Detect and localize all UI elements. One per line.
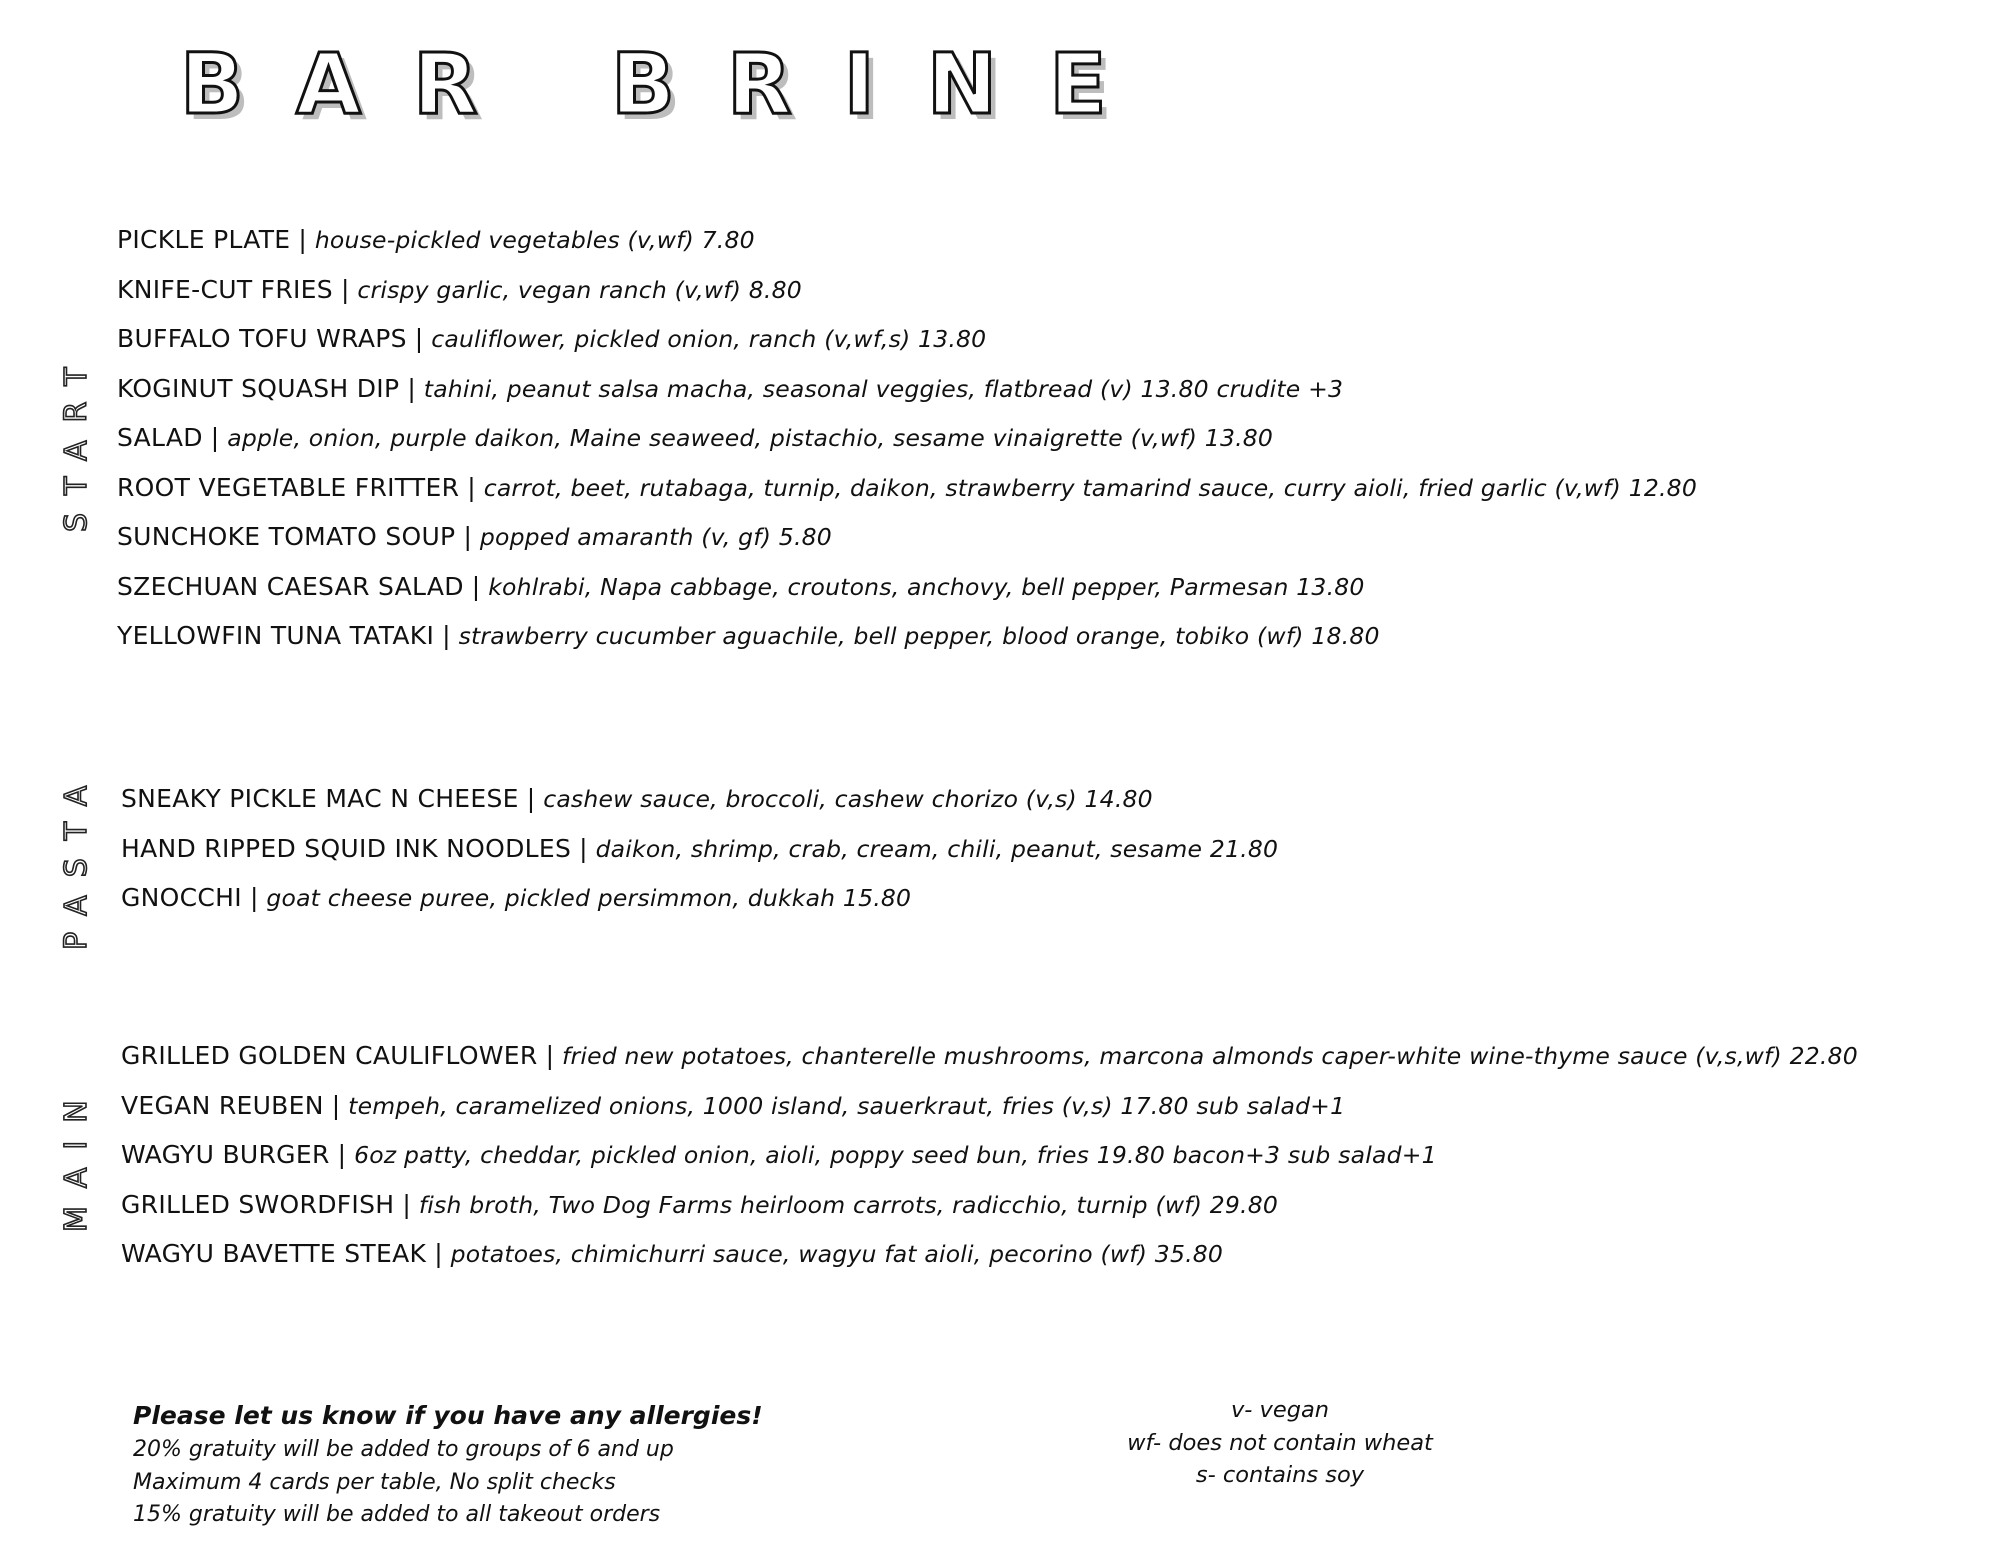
legend-line: v- vegan (1230, 1397, 1330, 1423)
menu-item (121, 1081, 1858, 1131)
item-name: GRILLED SWORDFISH (121, 1189, 395, 1219)
item-description: carrot, beet, rutabaga, turnip, daikon, strawberry tamarind sauce, curry aioli, fried garlic (v,wf) 12.80 (483, 473, 1697, 502)
legend-line: wf- does not contain wheat (1127, 1429, 1433, 1456)
item-name: GRILLED GOLDEN CAULIFLOWER (121, 1041, 538, 1070)
item-separator: | (249, 883, 259, 912)
item-description: strawberry cucumber aguachile, bell pepper, blood orange, tobiko (wf) 18.80 (458, 622, 1380, 650)
start-menu-list (117, 215, 1697, 661)
item-name: VEGAN REUBEN (121, 1090, 324, 1120)
item-separator: | (463, 522, 472, 551)
item-name: BUFFALO TOFU WRAPS (117, 324, 407, 353)
menu-item (117, 562, 1697, 612)
menu-item (121, 1130, 1858, 1180)
item-separator: | (210, 423, 220, 452)
menu-item (117, 512, 1697, 562)
item-separator: | (414, 324, 424, 353)
item-separator: | (340, 274, 350, 304)
item-description: potatoes, chimichurri sauce, wagyu fat aioli, pecorino (wf) 35.80 (450, 1240, 1224, 1268)
note-line: Maximum 4 cards per table, No split checks (133, 1469, 616, 1495)
menu-item (121, 1180, 1858, 1230)
item-separator: | (298, 225, 307, 254)
item-separator: | (434, 1239, 443, 1268)
restaurant-title: BAR BRINE (180, 35, 1159, 133)
item-separator: | (526, 784, 536, 813)
allergy-headline: Please let us know if you have any allergies! (133, 1401, 763, 1430)
item-separator: | (442, 621, 451, 650)
menu-item (117, 265, 1697, 315)
menu-item (117, 463, 1697, 513)
menu-item (117, 215, 1697, 265)
item-description: fried new potatoes, chanterelle mushrooms, marcona almonds caper-white wine-thyme sauce (v,s,wf) 22.80 (562, 1042, 1858, 1070)
section-label-pasta: PASTA (59, 767, 94, 950)
item-separator: | (579, 833, 588, 863)
item-description: 6oz patty, cheddar, pickled onion, aioli, poppy seed bun, fries 19.80 bacon+3 sub salad+1 (354, 1141, 1437, 1169)
main-menu-list (121, 1031, 1858, 1279)
item-description: popped amaranth (v, gf) 5.80 (479, 523, 832, 551)
item-description: fish broth, Two Dog Farms heirloom carrots, radicchio, turnip (wf) 29.80 (418, 1190, 1279, 1219)
item-description: house-pickled vegetables (v,wf) 7.80 (314, 226, 755, 254)
menu-item (117, 314, 1697, 364)
menu-item (121, 1229, 1858, 1279)
allergy-notes (133, 1398, 763, 1532)
item-name: SALAD (117, 423, 203, 452)
item-description: crispy garlic, vegan ranch (v,wf) 8.80 (357, 275, 802, 304)
menu-item (121, 824, 1278, 874)
menu-item (117, 364, 1697, 414)
item-separator: | (337, 1140, 347, 1169)
item-description: cashew sauce, broccoli, cashew chorizo (v,s) 14.80 (543, 785, 1153, 813)
item-description: tahini, peanut salsa macha, seasonal veggies, flatbread (v) 13.80 crudite +3 (423, 374, 1344, 403)
item-name: HAND RIPPED SQUID INK NOODLES (121, 833, 572, 863)
item-name: WAGYU BAVETTE STEAK (121, 1239, 427, 1268)
menu-item (117, 611, 1697, 661)
menu-item (121, 1031, 1858, 1081)
item-separator: | (545, 1041, 555, 1070)
section-label-main: MAIN (59, 1082, 94, 1232)
menu-item (117, 413, 1697, 463)
dietary-legend (1080, 1394, 1480, 1492)
item-description: apple, onion, purple daikon, Maine seaweed, pistachio, sesame vinaigrette (v,wf) 13.80 (227, 424, 1274, 452)
item-separator: | (467, 472, 476, 502)
item-separator: | (471, 571, 481, 601)
legend-line: s- contains soy (1195, 1462, 1365, 1488)
item-description: tempeh, caramelized onions, 1000 island, sauerkraut, fries (v,s) 17.80 sub salad+1 (348, 1091, 1346, 1120)
item-name: PICKLE PLATE (117, 225, 291, 254)
note-line: 20% gratuity will be added to groups of 6 and up (133, 1437, 674, 1462)
item-name: SNEAKY PICKLE MAC N CHEESE (121, 784, 519, 813)
item-description: cauliflower, pickled onion, ranch (v,wf,s) 13.80 (431, 325, 987, 353)
item-name: KOGINUT SQUASH DIP (117, 373, 400, 403)
item-name: SUNCHOKE TOMATO SOUP (117, 522, 456, 551)
section-label-start: START (59, 349, 94, 532)
menu-item (121, 873, 1278, 923)
item-name: GNOCCHI (121, 883, 242, 912)
note-line: 15% gratuity will be added to all takeout orders (133, 1502, 661, 1527)
item-description: kohlrabi, Napa cabbage, croutons, anchovy, bell pepper, Parmesan 13.80 (488, 572, 1365, 601)
item-name: SZECHUAN CAESAR SALAD (117, 571, 464, 601)
pasta-menu-list (121, 774, 1278, 923)
item-name: KNIFE-CUT FRIES (117, 274, 333, 304)
item-description: goat cheese puree, pickled persimmon, dukkah 15.80 (266, 884, 912, 912)
menu-item (121, 774, 1278, 824)
item-name: WAGYU BURGER (121, 1140, 330, 1169)
item-name: ROOT VEGETABLE FRITTER (117, 472, 460, 502)
item-name: YELLOWFIN TUNA TATAKI (117, 621, 435, 650)
item-description: daikon, shrimp, crab, cream, chili, peanut, sesame 21.80 (595, 834, 1279, 863)
item-separator: | (331, 1090, 341, 1120)
item-separator: | (407, 373, 416, 403)
item-separator: | (402, 1189, 411, 1219)
